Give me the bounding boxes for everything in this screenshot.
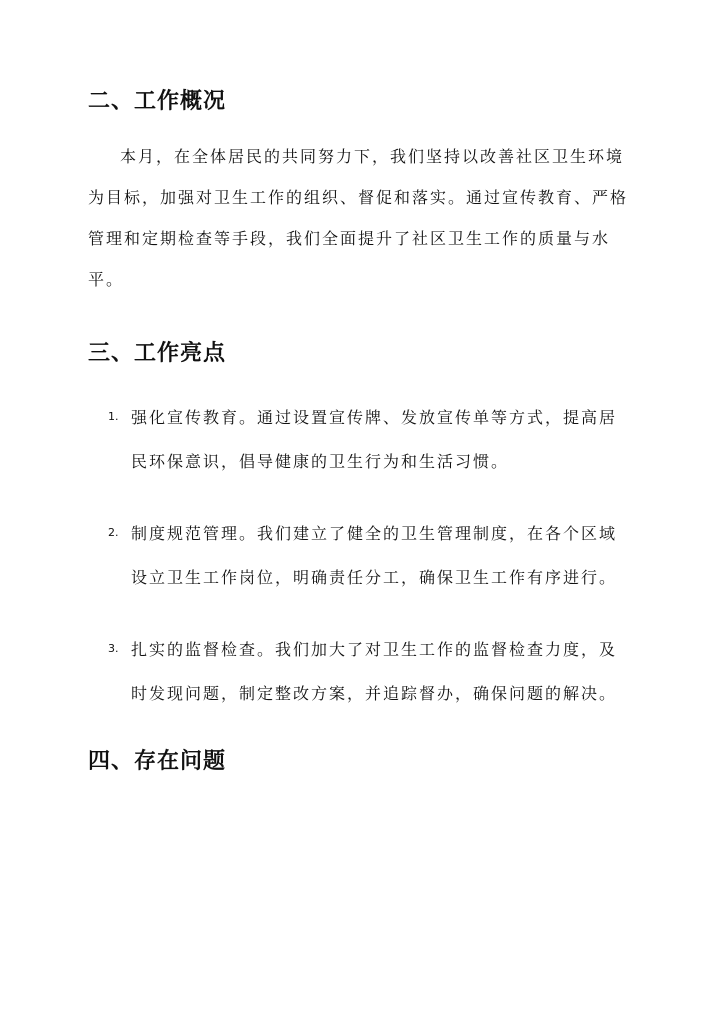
list-item-text: 制度规范管理。我们建立了健全的卫生管理制度，在各个区域设立卫生工作岗位，明确责任分工，确保卫生工作有序进行。 xyxy=(131,524,618,587)
section-heading-highlights: 三、工作亮点 xyxy=(88,341,227,366)
list-item-text: 强化宣传教育。通过设置宣传牌、发放宣传单等方式，提高居民环保意识，倡导健康的卫生行为和生活习惯。 xyxy=(131,408,618,471)
list-item-number: 2. xyxy=(108,526,119,539)
highlights-list xyxy=(88,396,630,716)
list-item-number: 3. xyxy=(108,642,119,655)
section-heading-overview: 二、工作概况 xyxy=(88,89,227,114)
list-item-text: 扎实的监督检查。我们加大了对卫生工作的监督检查力度，及时发现问题，制定整改方案，并追踪督办，确保问题的解决。 xyxy=(131,640,618,703)
list-item xyxy=(88,628,630,716)
section-heading-problems: 四、存在问题 xyxy=(88,749,227,774)
list-item xyxy=(88,396,630,484)
list-item xyxy=(88,512,630,600)
overview-paragraph: 本月，在全体居民的共同努力下，我们坚持以改善社区卫生环境为目标，加强对卫生工作的组织、督促和落实。通过宣传教育、严格管理和定期检查等手段，我们全面提升了社区卫生工作的质量与水平。 xyxy=(88,147,629,289)
list-item-number: 1. xyxy=(108,410,119,423)
